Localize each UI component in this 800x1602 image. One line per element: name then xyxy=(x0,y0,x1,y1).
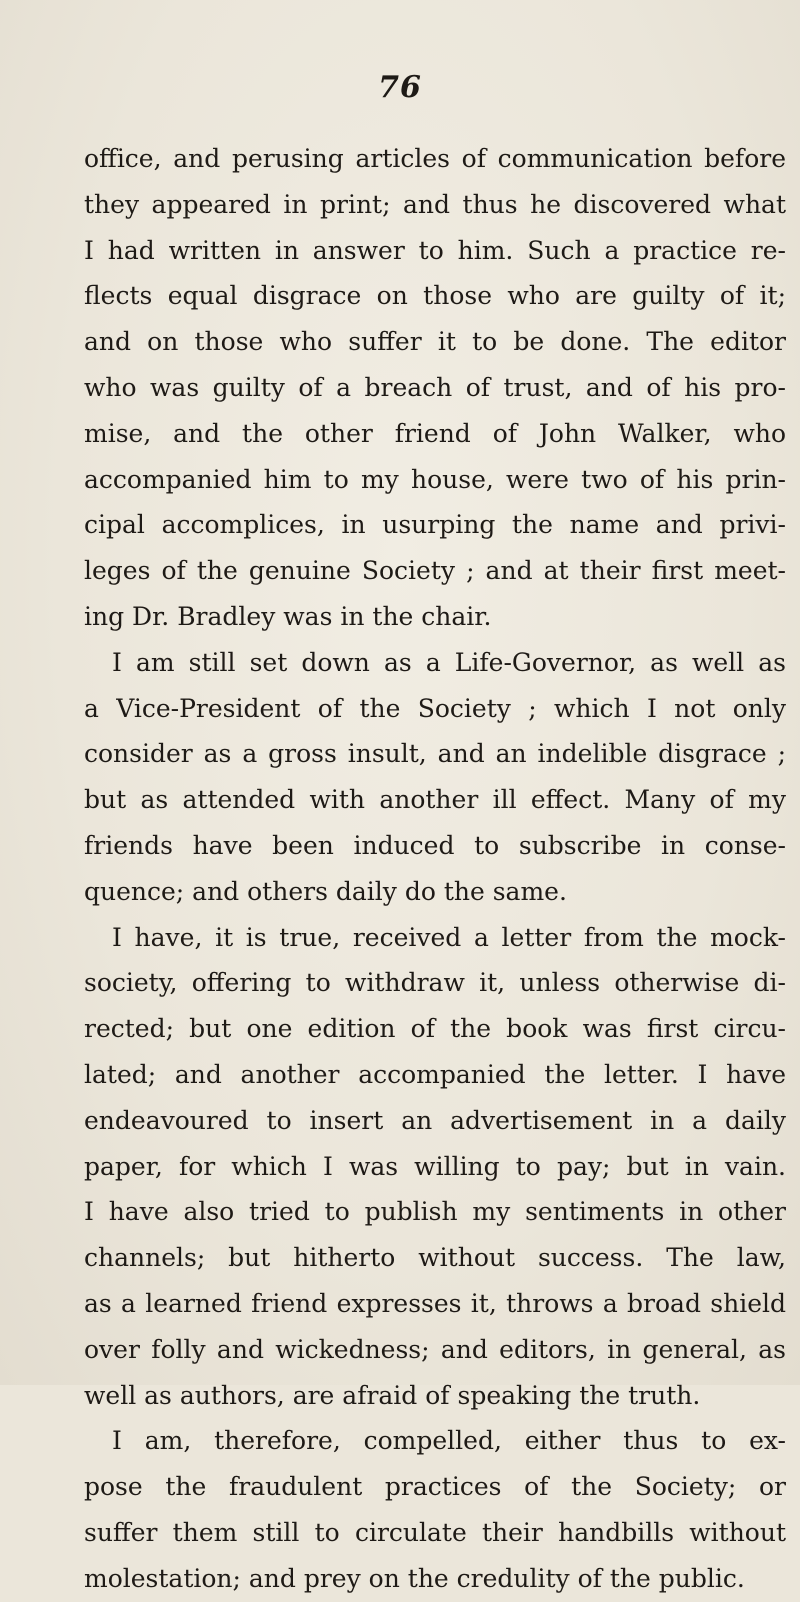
text-line: I have also tried to publish my sentiments in other xyxy=(84,1197,786,1227)
text-line: ing Dr. Bradley was in the chair. xyxy=(84,601,492,631)
text-line: leges of the genuine Society ; and at their first meet- xyxy=(84,556,786,586)
text-line: they appeared in print; and thus he discovered what xyxy=(84,189,786,219)
text-line: endeavoured to insert an advertisement in a daily xyxy=(84,1105,786,1135)
text-line: well as authors, are afraid of speaking the truth. xyxy=(84,1380,701,1410)
text-line: a Vice-President of the Society ; which I not only xyxy=(84,693,786,723)
text-line: channels; but hitherto without success. The law, xyxy=(84,1243,786,1273)
text-line: who was guilty of a breach of trust, and of his pro- xyxy=(84,372,786,402)
text-line: over folly and wickedness; and editors, in general, as xyxy=(84,1334,786,1364)
text-line: mise, and the other friend of John Walker, who xyxy=(84,418,786,448)
text-line: I am, therefore, compelled, either thus to ex- xyxy=(112,1426,786,1456)
text-line: lated; and another accompanied the letter. I have xyxy=(84,1059,786,1089)
text-line: quence; and others daily do the same. xyxy=(84,876,567,906)
text-line: I had written in answer to him. Such a practice re- xyxy=(84,235,786,265)
text-line: society, offering to withdraw it, unless otherwise di- xyxy=(84,968,786,998)
text-line: accompanied him to my house, were two of his prin- xyxy=(84,464,786,494)
text-line: pose the fraudulent practices of the Society; or xyxy=(84,1472,786,1502)
text-line: I am still set down as a Life-Governor, as well as xyxy=(112,647,786,677)
text-line: rected; but one edition of the book was first circu- xyxy=(84,1014,786,1044)
text-line: as a learned friend expresses it, throws a broad shield xyxy=(84,1288,786,1318)
body-text xyxy=(84,136,786,1602)
text-line: I have, it is true, received a letter from the mock- xyxy=(112,922,786,952)
text-line: and on those who suffer it to be done. The editor xyxy=(84,327,786,357)
page-number: 76 xyxy=(378,70,422,105)
text-line: but as attended with another ill effect. Many of my xyxy=(84,785,786,815)
text-line: molestation; and prey on the credulity of the public. xyxy=(84,1563,745,1593)
text-line: consider as a gross insult, and an indelible disgrace ; xyxy=(84,739,786,769)
text-line: paper, for which I was willing to pay; but in vain. xyxy=(84,1151,786,1181)
text-line: friends have been induced to subscribe in conse- xyxy=(84,830,786,860)
text-line: cipal accomplices, in usurping the name and privi- xyxy=(84,510,786,540)
text-line: flects equal disgrace on those who are guilty of it; xyxy=(84,281,786,311)
text-line: office, and perusing articles of communication before xyxy=(84,144,786,173)
text-line: suffer them still to circulate their handbills without xyxy=(84,1517,786,1547)
